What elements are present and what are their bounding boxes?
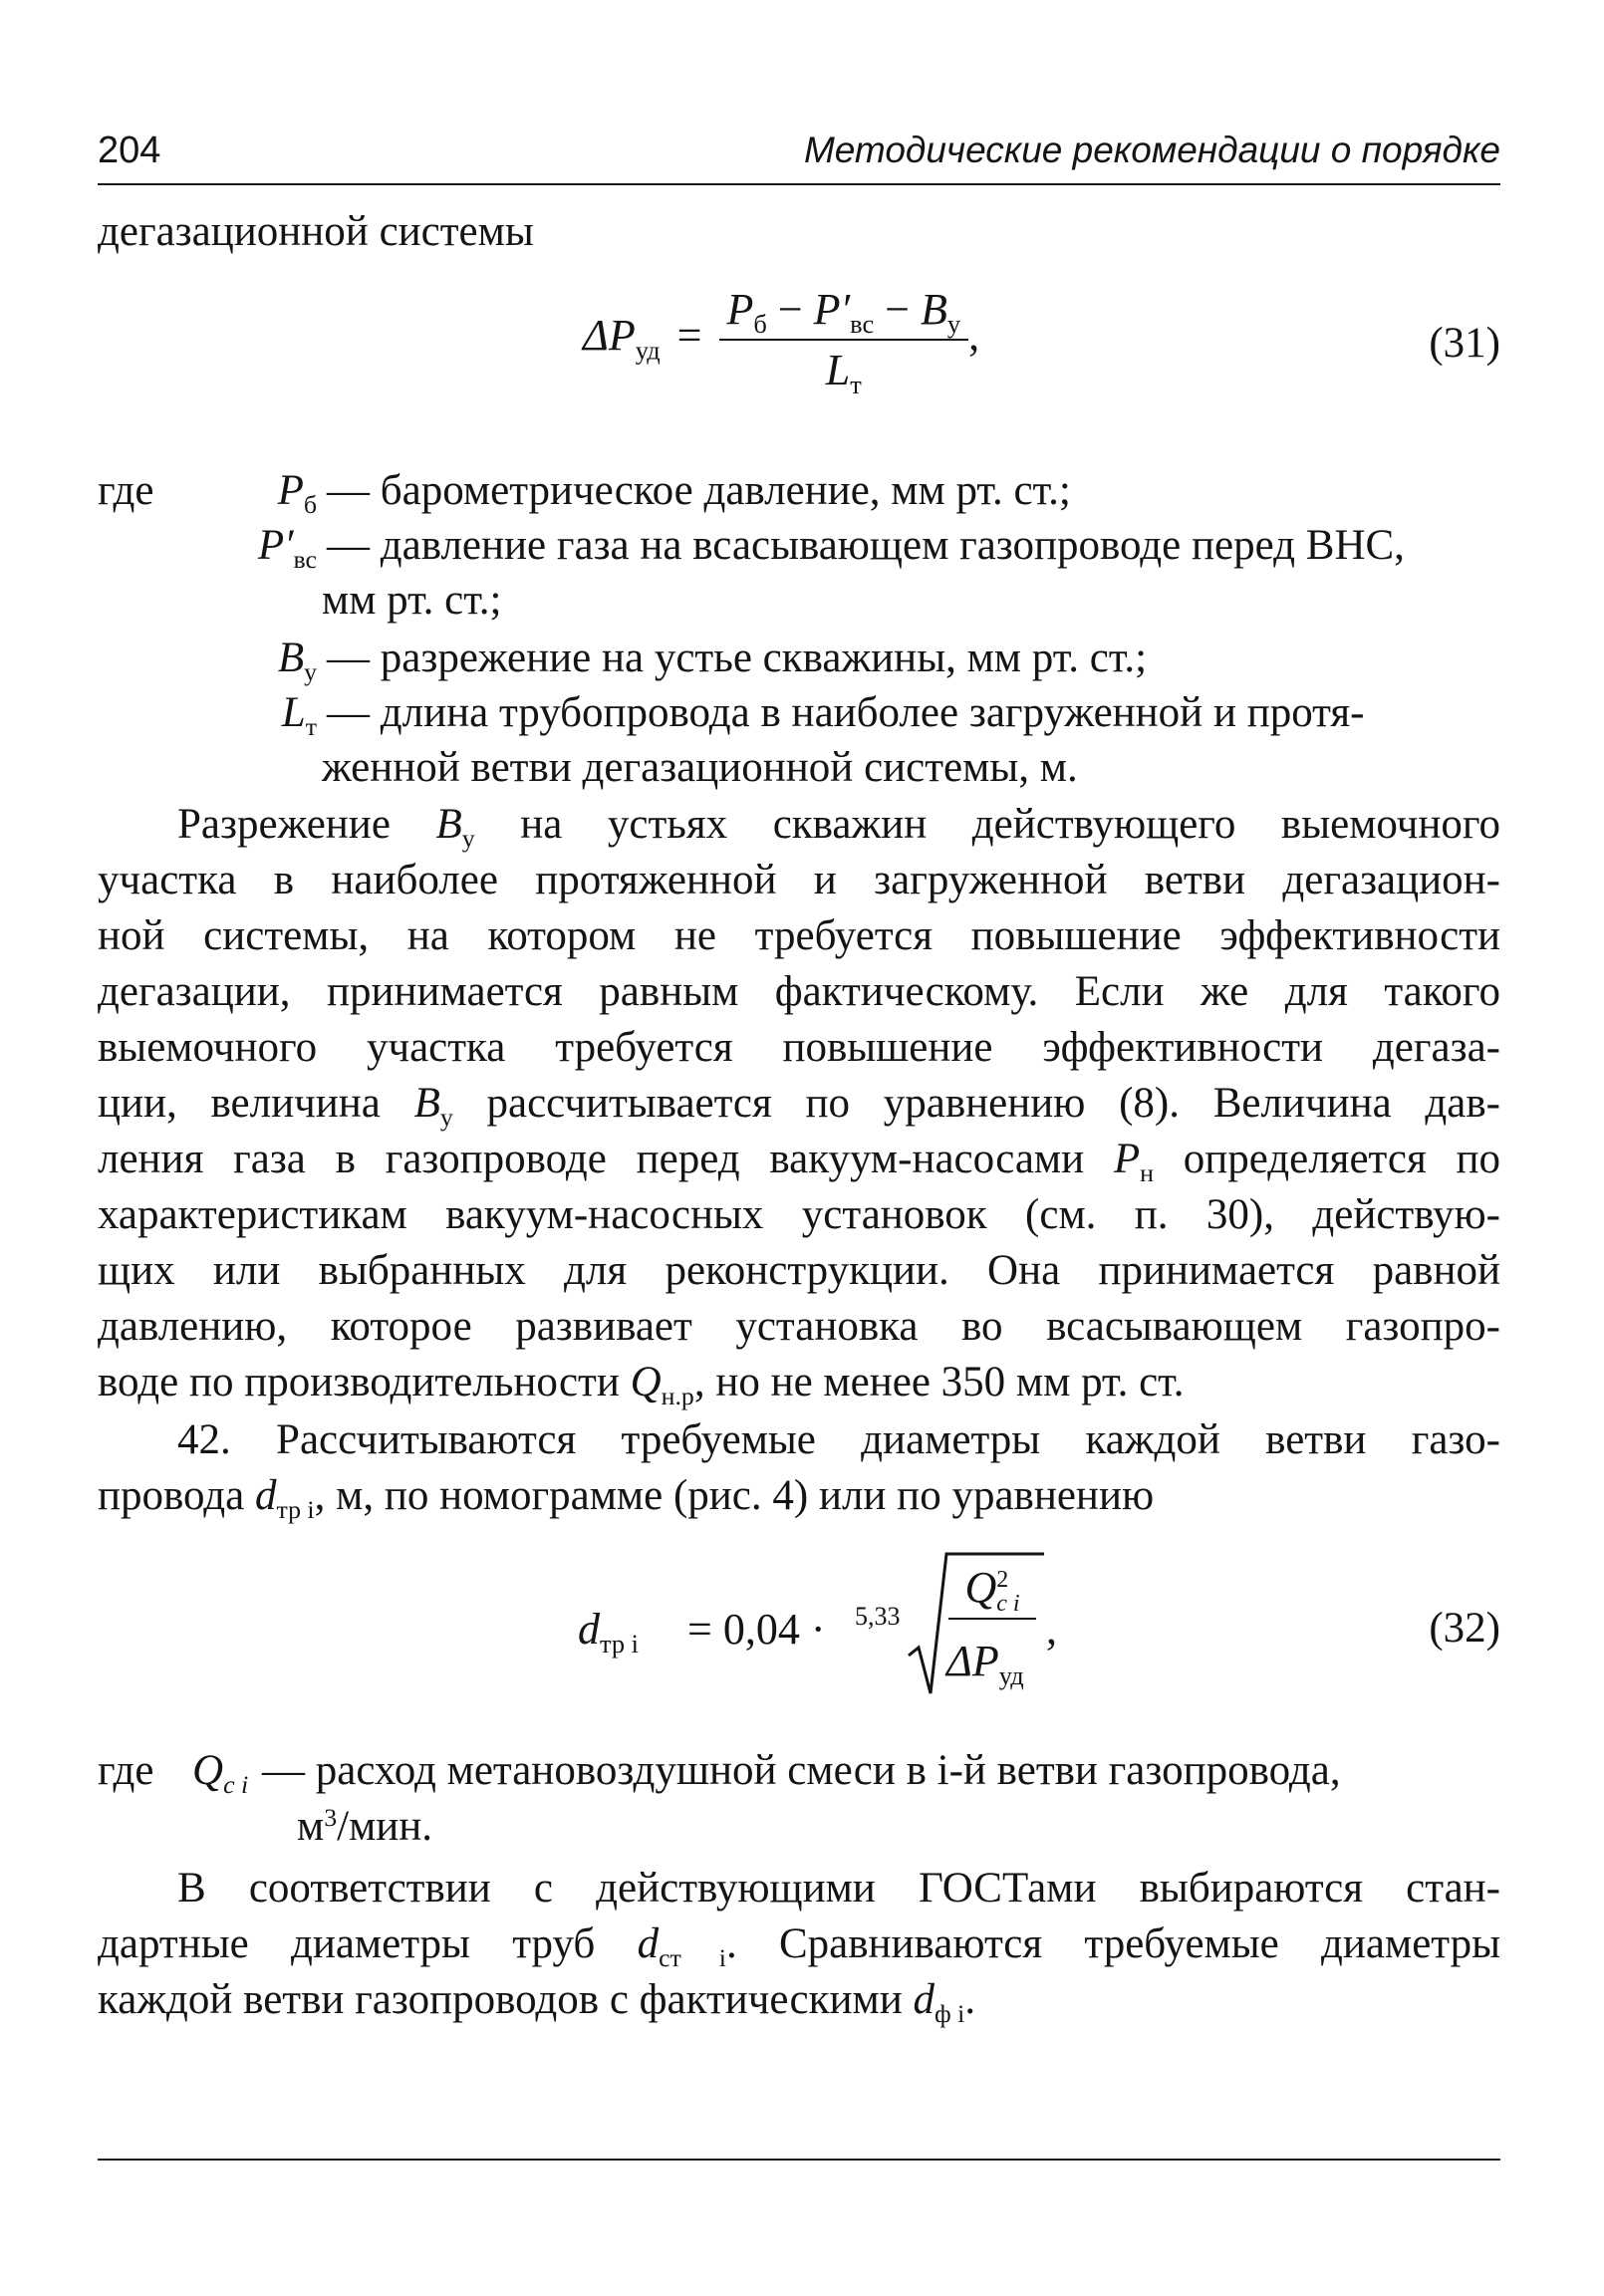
formula-32 [578, 1544, 1057, 1703]
f32-q-indices [996, 1568, 1019, 1616]
def-text: — разрежение на устье скважины, мм рт. ст.; [327, 635, 1148, 681]
f31-pb: P [726, 285, 754, 334]
def-symbol [167, 463, 317, 518]
footer-rule [98, 2159, 1500, 2161]
f31-lhs-sub: уд [635, 335, 661, 366]
p1-text: определяется по [1153, 1136, 1500, 1182]
equation-number-31: (31) [1429, 320, 1500, 367]
f32-d: d [578, 1605, 600, 1654]
p1-text: , но не менее 350 мм рт. ст. [693, 1359, 1185, 1405]
p2-text: , м, по номограмме (рис. 4) или по уравнению [314, 1472, 1155, 1519]
f31-minus1: − [777, 285, 803, 334]
p1-sym-p: P [1113, 1136, 1141, 1182]
def-sym-letter: Q [192, 1747, 224, 1794]
f31-pvs: P′ [813, 285, 851, 334]
def-sym-sub: б [303, 490, 317, 520]
def-sym-sub: у [304, 657, 317, 687]
p2-line-1: 42. Рассчитываются требуемые диаметры каждой ветви газо- [177, 1416, 1500, 1463]
def-symbol [167, 685, 317, 740]
p1-text: на устьях скважин действующего выемочного [474, 801, 1500, 848]
f32-comma: , [1046, 1605, 1057, 1654]
f32-d-sub: тр i [600, 1629, 639, 1659]
page-header [98, 122, 1500, 185]
def-sym-letter: B [277, 635, 305, 681]
p3-line-1: В соответствии с действующими ГОСТами выбираются стан- [177, 1865, 1500, 1912]
f31-pvs-sub: вс [850, 309, 875, 340]
def-sym-sub: вс [293, 545, 317, 575]
p2-line-2 [98, 1468, 1500, 1523]
def-symbol [167, 518, 317, 573]
def-text-cont: женной ветви дегазационной системы, м. [322, 744, 1078, 791]
p1-sym-b-sub: у [461, 824, 475, 854]
p2-sym-d: d [255, 1472, 277, 1519]
running-title: Методические рекомендации о порядке [803, 129, 1500, 170]
continuation-line: дегазационной системы [98, 208, 534, 255]
f31-pb-sub: б [753, 309, 767, 340]
p3-text: . [964, 1976, 976, 2023]
p3-text: . Сравниваются требуемые диаметры [725, 1920, 1501, 1967]
def-symbol [192, 1743, 248, 1798]
f31-lt: L [825, 346, 851, 394]
f32-coefficient: = 0,04 · [687, 1605, 826, 1654]
unit-m: м [297, 1803, 325, 1850]
f32-dp: ΔP [946, 1637, 999, 1685]
def-text: — длина трубопровода в наиболее загруженной и протя- [327, 689, 1365, 736]
p2-text: провода [98, 1472, 255, 1519]
f31-by: B [921, 285, 947, 334]
p1-sym-b: B [435, 801, 462, 848]
p3-line-3 [98, 1972, 1500, 2027]
p1-line-1 [177, 797, 1500, 852]
f32-root-index: 5,33 [855, 1602, 901, 1631]
p1-line-5: выемочного участка требуется повышение эффективности дегаза- [98, 1024, 1500, 1071]
p1-sym-b: B [413, 1080, 440, 1127]
def-symbol [167, 631, 317, 685]
def-sym-sub: с i [223, 1770, 249, 1800]
p1-text: рассчитывается по уравнению (8). Величина дав- [452, 1080, 1500, 1127]
p3-text: дартные диаметры труб [98, 1920, 638, 1967]
f31-denominator [719, 341, 969, 400]
p1-text: воде по производительности [98, 1359, 631, 1405]
f31-fraction [719, 284, 969, 400]
p1-line-9: щих или выбранных для реконструкции. Она принимается равной [98, 1247, 1500, 1294]
def-text-cont: мм рт. ст.; [322, 577, 502, 624]
p1-line-10: давлению, которое развивает установка во всасывающем газопро- [98, 1303, 1500, 1350]
def-text-cont [297, 1799, 432, 1854]
unit-sup: 3 [324, 1802, 338, 1832]
p1-sym-q: Q [630, 1359, 662, 1405]
where-intro-2: где [98, 1747, 154, 1794]
p1-sym-q-sub: н.р [661, 1382, 694, 1411]
def-text: — расход метановоздушной смеси в i-й ветви газопровода, [262, 1747, 1341, 1794]
p3-text: каждой ветви газопроводов с фактическими [98, 1976, 914, 2023]
f32-denominator [946, 1636, 1024, 1691]
f31-by-sub: у [946, 309, 961, 340]
p3-sym-dst-sub: ст i [659, 1943, 726, 1973]
p1-sym-b-sub: у [439, 1103, 453, 1133]
p3-line-2 [98, 1916, 1500, 1971]
f31-lhs: ΔP [583, 311, 636, 361]
f31-lt-sub: т [850, 370, 862, 400]
p1-line-6 [98, 1076, 1500, 1131]
f32-numerator [948, 1562, 1036, 1620]
p1-line-8: характеристикам вакуум-насосных установок (см. п. 30), действую- [98, 1191, 1500, 1238]
p3-sym-df-sub: ф i [935, 1999, 965, 2029]
p3-sym-dst: d [637, 1920, 660, 1967]
where-intro-1: где [98, 467, 154, 514]
unit-min: /мин. [337, 1803, 433, 1850]
p3-sym-df: d [913, 1976, 935, 2023]
p1-text: ции, величина [98, 1080, 414, 1127]
def-sym-letter: L [281, 689, 306, 736]
def-sym-letter: P′ [257, 522, 294, 569]
formula-31 [583, 284, 980, 400]
p1-line-2: участка в наиболее протяженной и загруженной ветви дегазацион- [98, 857, 1500, 903]
p2-sym-d-sub: тр i [276, 1495, 315, 1525]
f31-minus2: − [885, 285, 911, 334]
p1-line-3: ной системы, на котором не требуется повышение эффективности [98, 912, 1500, 959]
p1-line-4: дегазации, принимается равным фактическому. Если же для такого [98, 968, 1500, 1015]
p1-sym-p-sub: н [1140, 1158, 1154, 1188]
f32-lhs [578, 1604, 639, 1659]
f32-dp-sub: уд [998, 1660, 1024, 1691]
def-text: — давление газа на всасывающем газопроводе перед ВНС, [327, 522, 1405, 569]
def-sym-letter: P [277, 467, 304, 514]
p1-line-7 [98, 1132, 1500, 1186]
def-sym-sub: т [305, 712, 317, 742]
p1-line-11 [98, 1355, 1500, 1409]
f31-numerator [719, 284, 969, 341]
def-text: — барометрическое давление, мм рт. ст.; [327, 467, 1071, 514]
equation-number-32: (32) [1429, 1605, 1500, 1652]
p1-text: ления газа в газопроводе перед вакуум-насосами [98, 1136, 1114, 1182]
f32-q-sub: с i [996, 1590, 1020, 1617]
f31-equals: = [676, 311, 702, 361]
f31-comma: , [968, 311, 980, 361]
f32-q: Q [964, 1563, 997, 1612]
page-number: 204 [98, 129, 161, 171]
p1-text: Разрежение [177, 801, 436, 848]
f32-q-sup: 2 [996, 1566, 1009, 1593]
